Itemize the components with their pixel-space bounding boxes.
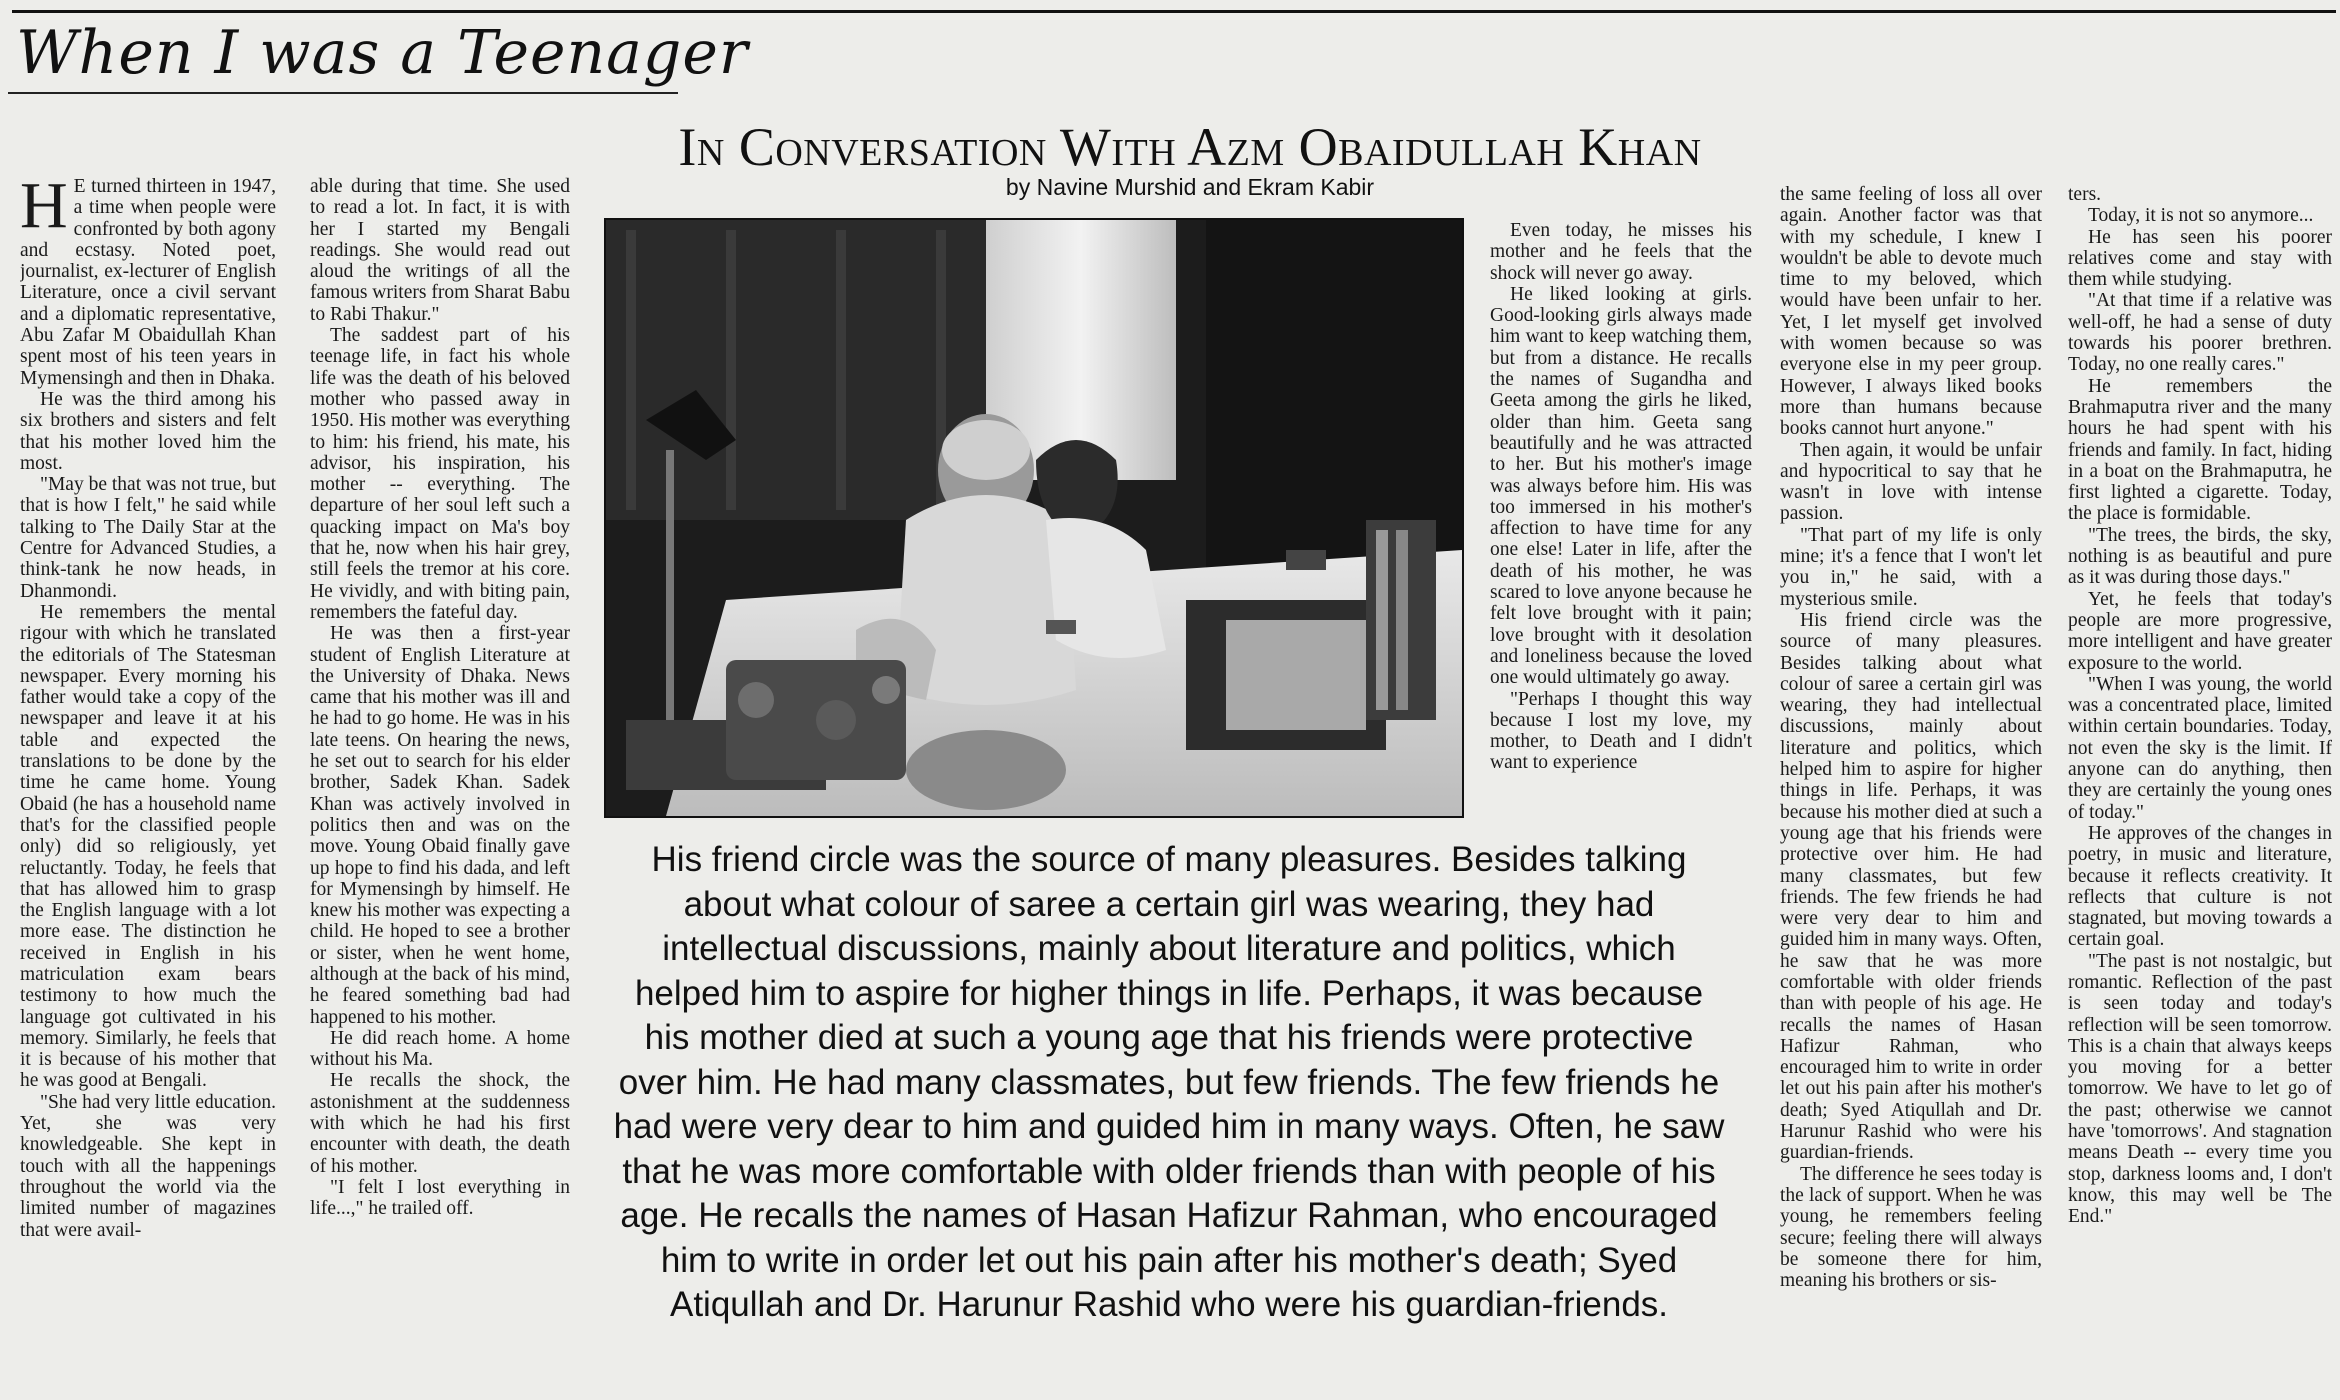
top-rule	[12, 10, 2336, 13]
photo-illustration	[606, 220, 1462, 816]
paragraph: Even today, he misses his mother and he feels that the shock will never go away.	[1490, 220, 1752, 284]
paragraph: "At that time if a relative was well-off, he had a sense of duty towards his poorer brethren. Today, no one really cares."	[2068, 290, 2332, 376]
paragraph: He approves of the changes in poetry, in music and literature, because it reflects creativity. It reflects that culture is not stagnated, but moving towards a certain goal.	[2068, 822, 2332, 951]
paragraph	[20, 176, 276, 389]
article-headline: In Conversation With Azm Obaidullah Khan	[678, 117, 1702, 177]
paragraph: "She had very little education. Yet, she was very knowledgeable. She kept in touch with all the happenings throughout the world via the limited number of magazines that were avail-	[20, 1091, 276, 1241]
paragraph: able during that time. She used to read a lot. In fact, it is with her I started my Bengali readings. She would read out aloud the writings of all the famous writers from Sharat Babu to Rabi Thakur."	[310, 176, 570, 325]
paragraph: "The past is not nostalgic, but romantic. Reflection of the past is seen today and today's reflection will be seen tomorrow. This is a chain that always keeps you moving for a better tomorrow. We have to let go of the past; otherwise we cannot have 'tomorrows'. And stagnation means Death -- every time you stop, darkness looms and, I don't know, this may well be The End."	[2068, 950, 2332, 1228]
paragraph-text: E turned thirteen in 1947, a time when people were confronted by both agony and ecstasy. Noted poet, journalist, ex-lecturer of English Literature, once a civil servant and a diplomatic representative, Abu Zafar M Obaidullah Khan spent most of his teen years in Mymensingh and then in Dhaka.	[20, 176, 276, 389]
paragraph: He was the third among his six brothers and sisters and felt that his mother loved him the most.	[20, 388, 276, 474]
article-column-1	[20, 176, 276, 1398]
paragraph: He remembers the mental rigour with which he translated the editorials of The Statesman newspaper. Every morning his father would take a copy of the newspaper and leave it at his table and expected the translations to be done by the time he came home. Young Obaid (he has a household name that's for the classified people only) did so religiously, yet reluctantly. Today, he feels that that has allowed him to grasp the English language with a lot more ease. The distinction he received in English in his matriculation exam bears testimony to how much the language got cultivated in his memory. Similarly, he feels that it is because of his mother that he was good at Bengali.	[20, 601, 276, 1092]
masthead-underline	[8, 92, 678, 94]
paragraph: the same feeling of loss all over again. Another factor was that with my schedule, I knew I wouldn't be able to devote much time to my beloved, which would have been unfair to her. Yet, I let myself get involved with women because so was everyone else in my peer group. However, I always liked books more than humans because books cannot hurt anyone."	[1780, 184, 2042, 440]
paragraph: Then again, it would be unfair and hypocritical to say that he wasn't in love with intense passion.	[1780, 439, 2042, 525]
pull-quote	[608, 838, 1730, 1328]
section-masthead: When I was a Teenager	[16, 18, 749, 88]
paragraph: He recalls the shock, the astonishment at the suddenness with which he had his first encounter with death, the death of his mother.	[310, 1070, 570, 1177]
article-column-4	[1780, 184, 2042, 1398]
paragraph: He remembers the Brahmaputra river and the many hours he had spent with his friends and family. In fact, hiding in a boat on the Brahmaputra, he first lighted a cigarette. Today, the place is formidable.	[2068, 375, 2332, 525]
paragraph: The difference he sees today is the lack of support. When he was young, he remembers feeling secure; feeling there will always be someone there for him, meaning his brothers or sis-	[1780, 1163, 2042, 1292]
paragraph: ters.	[2068, 184, 2102, 205]
paragraph: "I felt I lost everything in life...," he trailed off.	[310, 1176, 570, 1220]
article-column-2	[310, 176, 570, 1398]
paragraph: "That part of my life is only mine; it's a fence that I won't let you in," he said, with a mysterious smile.	[1780, 524, 2042, 610]
paragraph: He was then a first-year student of English Literature at the University of Dhaka. News came that his mother was ill and he had to go home. He was in his late teens. On hearing the news, he set out to search for his elder brother, Sadek Khan. Sadek Khan was actively involved in politics then and was on the move. Young Obaid finally gave up hope to find his dada, and left for Mymensingh by himself. He knew his mother was expecting a child. He hoped to see a brother or sister, when he went home, although at the back of his mind, he feared something bad had happened to his mother.	[310, 623, 570, 1028]
paragraph: Today, it is not so anymore...	[2088, 205, 2314, 227]
article-byline: by Navine Murshid and Ekram Kabir	[1005, 174, 1375, 200]
article-photo	[604, 218, 1464, 818]
paragraph: He liked looking at girls. Good-looking girls always made him want to keep watching them, but from a distance. He recalls the names of Sugandha and Geeta among the girls he liked, older than him. Geeta sang beautifully and he was attracted to her. But his mother's image was always before him. His was too immersed in his mother's affection to have time for any one else! Later in life, after the death of his mother, he was scared to love anyone because he felt love brought with it pain; love brought with it desolation and loneliness because the loved one would ultimately go away.	[1490, 283, 1752, 689]
paragraph: "Perhaps I thought this way because I lost my love, my mother, to Death and I didn't want to experience	[1490, 688, 1752, 774]
paragraph: "When I was young, the world was a concentrated place, limited within certain boundaries. Today, not even the sky is the limit. If anyone can do anything, then they are certainly the young ones of today."	[2068, 673, 2332, 823]
paragraph: Yet, he feels that today's people are more progressive, more intelligent and have greater exposure to the world.	[2068, 588, 2332, 674]
paragraph: The saddest part of his teenage life, in fact his whole life was the death of his beloved mother who passed away in 1950. His mother was everything to him: his friend, his mate, his advisor, his inspiration, his mother -- everything. The departure of her soul left such a quacking impact on Ma's boy that he, now when his hair grey, still feels the tremor at his core. He vividly, and with biting pain, remembers the fateful day.	[310, 325, 570, 623]
paragraph: He did reach home. A home without his Ma.	[310, 1027, 570, 1071]
paragraph: "The trees, the birds, the sky, nothing is as beautiful and pure as it was during those days."	[2068, 524, 2332, 589]
article-column-5	[2068, 184, 2332, 1398]
paragraph: His friend circle was the source of many pleasures. Besides talking about what colour of saree a certain girl was wearing, they had intellectual discussions, mainly about literature and politics, which helped him to aspire for higher things in life. Perhaps, it was because his mother died at such a young age that his friends were protective over him. He had many classmates, but few friends. The few friends he had were very dear to him and guided him in many ways. Often, he saw that he was more comfortable with older friends than with people of his age. He recalls the names of Hasan Hafizur Rahman, who encouraged him to write in order let out his pain after his mother's death; Syed Atiqullah and Dr. Harunur Rashid who were his guardian-friends.	[1780, 609, 2042, 1164]
pull-quote-text: His friend circle was the source of many pleasures. Besides talking about what colour of saree a certain girl was wearing, they had intellectual discussions, mainly about literature and politics, which helped him to aspire for higher things in life. Perhaps, it was because his mother died at such a young age that his friends were protective over him. He had many classmates, but few friends. The few friends he had were very dear to him and guided him in many ways. Often, he saw that he was more comfortable with older friends than with people of his age. He recalls the names of Hasan Hafizur Rahman, who encouraged him to write in order let out his pain after his mother's death; Syed Atiqullah and Dr. Harunur Rashid who were his guardian-friends.	[613, 840, 1725, 1324]
paragraph: He has seen his poorer relatives come and stay with them while studying.	[2068, 226, 2332, 291]
article-column-3	[1490, 220, 1752, 820]
drop-cap: H	[20, 176, 68, 242]
paragraph: "May be that was not true, but that is how I felt," he said while talking to The Daily Star at the Centre for Advanced Studies, a think-tank he now heads, in Dhanmondi.	[20, 474, 276, 602]
